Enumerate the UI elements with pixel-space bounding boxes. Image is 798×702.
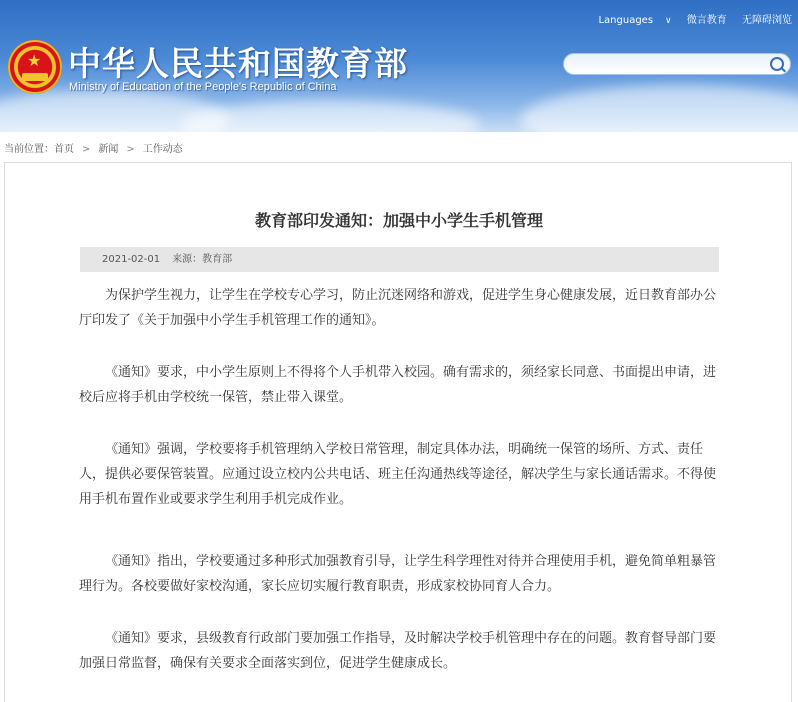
breadcrumb-news[interactable]: 新闻 [98,144,119,155]
national-emblem-icon: ★ [8,40,62,94]
cloud-decoration [180,100,480,132]
breadcrumb-work-updates[interactable]: 工作动态 [142,144,183,155]
chevron-right-icon: > [126,144,135,155]
article-source: 来源：教育部 [172,254,233,265]
article-paragraph: 《通知》强调，学校要将手机管理纳入学校日常管理，制定具体办法，明确统一保管的场所、方式、责任人，提供必要保管装置。应通过设立校内公共电话、班主任沟通热线等途径，解决学生与家长通话需求。不得使用手机布置作业或要求学生利用手机完成作业。 [79,442,717,507]
site-header [0,0,798,132]
article-paragraph: 《通知》指出，学校要通过多种形式加强教育引导，让学生科学理性对待并合理使用手机，避免简单粗暴管理行为。各校要做好家校沟通，家长应切实履行教育职责，形成家校协同育人合力。 [79,554,717,594]
article-paragraph: 为保护学生视力，让学生在学校专心学习，防止沉迷网络和游戏，促进学生身心健康发展，近日教育部办公厅印发了《关于加强中小学生手机管理工作的通知》。 [79,288,717,328]
article-meta [80,247,719,272]
article-paragraph: 《通知》要求，县级教育行政部门要加强工作指导，及时解决学校手机管理中存在的问题。教育督导部门要加强日常监督，确保有关要求全面落实到位，促进学生健康成长。 [79,631,717,671]
breadcrumb [4,140,183,155]
weiyan-education-link[interactable]: 微言教育 [686,15,727,26]
accessibility-link[interactable]: 无障碍浏览 [742,15,792,26]
breadcrumb-label: 当前位置： [4,144,54,155]
languages-link[interactable] [586,15,671,26]
site-title-cn[interactable]: 中华人民共和国教育部 [68,44,408,83]
article-paragraph: 《通知》要求，中小学生原则上不得将个人手机带入校园。确有需求的，须经家长同意、书面提出申请，进校后应将手机由学校统一保管，禁止带入课堂。 [79,365,717,405]
search-icon[interactable] [770,57,784,71]
article-container [4,162,792,702]
search-input[interactable] [574,57,768,73]
top-links [574,11,792,26]
breadcrumb-home[interactable]: 首页 [54,144,74,155]
search-box [563,53,791,75]
cloud-decoration [520,85,798,132]
article-date: 2021-02-01 [102,254,161,265]
site-title-en: Ministry of Education of the People's Republic of China [69,81,337,93]
languages-label: Languages [598,15,654,26]
chevron-right-icon: > [82,144,91,155]
chevron-down-icon: ∨ [665,16,672,26]
article-title: 教育部印发通知：加强中小学生手机管理 [254,211,543,230]
